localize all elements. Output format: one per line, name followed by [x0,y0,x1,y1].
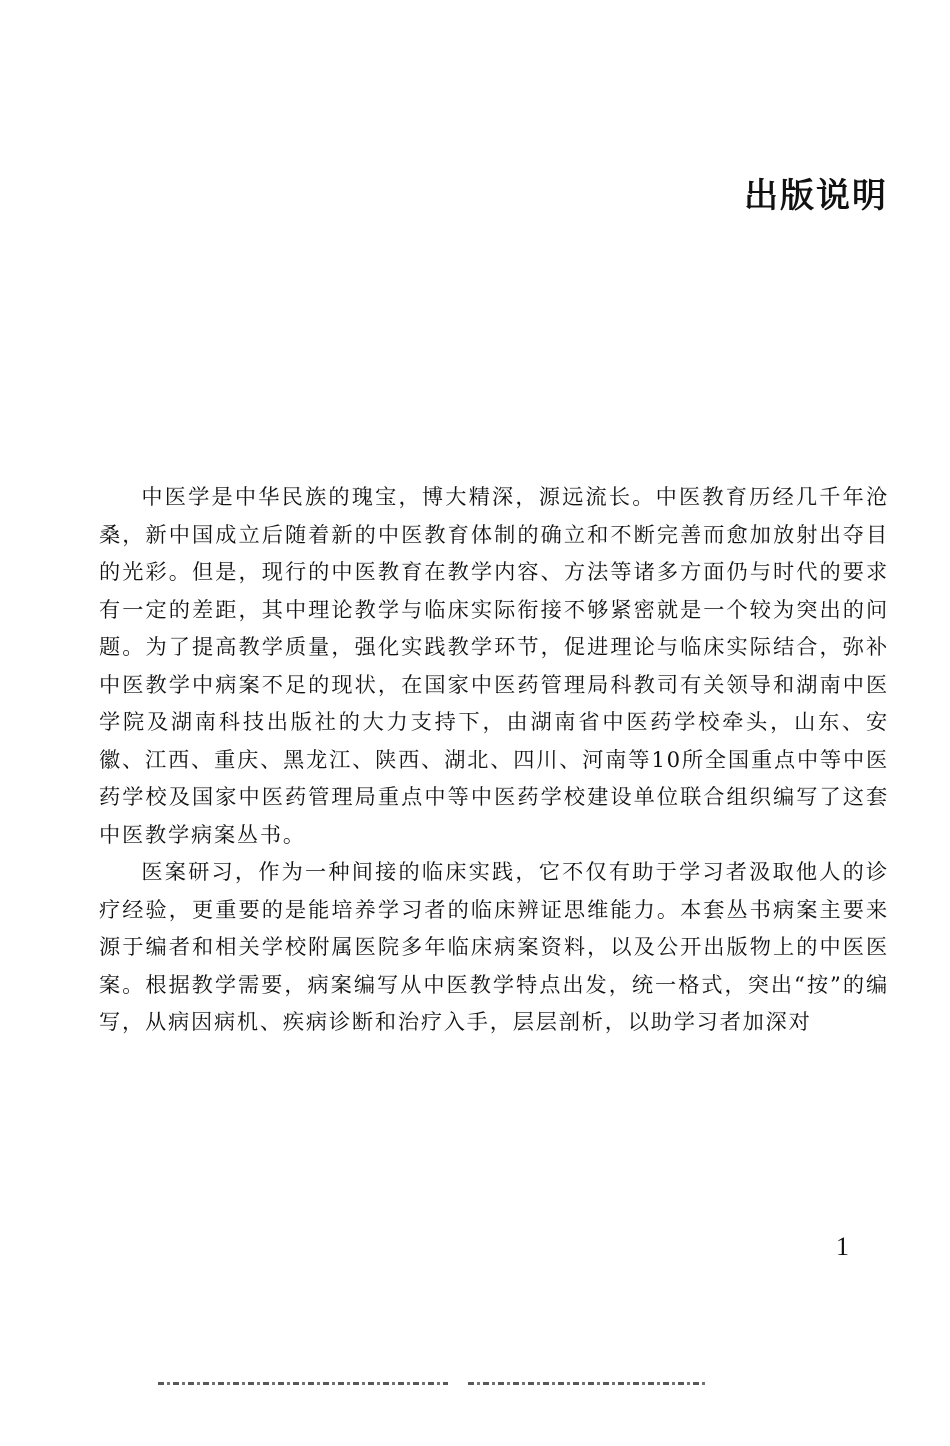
paragraph-1: 中医学是中华民族的瑰宝，博大精深，源远流长。中医教育历经几千年沧桑，新中国成立后随着新的中医教育体制的确立和不断完善而愈加放射出夺目的光彩。但是，现行的中医教育在教学内容、方法等诸多方面仍与时代的要求有一定的差距，其中理论教学与临床实际衔接不够紧密就是一个较为突出的问题。为了提高教学质量，强化实践教学环节，促进理论与临床实际结合，弥补中医教学中病案不足的现状，在国家中医药管理局科教司有关领导和湖南中医学院及湖南科技出版社的大力支持下，由湖南省中医药学校牵头，山东、安徽、江西、重庆、黑龙江、陕西、湖北、四川、河南等10所全国重点中等中医药学校及国家中医药管理局重点中等中医药学校建设单位联合组织编写了这套中医教学病案丛书。 [99,484,889,847]
scan-edge-mark-left [158,1382,448,1385]
body-text [99,478,889,1041]
page-title: 出版说明 [744,176,888,216]
paragraph-2: 医案研习，作为一种间接的临床实践，它不仅有助于学习者汲取他人的诊疗经验，更重要的是能培养学习者的临床辨证思维能力。本套丛书病案主要来源于编者和相关学校附属医院多年临床病案资料，以及公开出版物上的中医医案。根据教学需要，病案编写从中医教学特点出发，统一格式，突出“按”的编写，从病因病机、疾病诊断和治疗入手，层层剖析，以助学习者加深对 [99,859,889,1034]
scan-edge-mark-right [468,1382,708,1385]
page-number: 1 [836,1232,849,1261]
